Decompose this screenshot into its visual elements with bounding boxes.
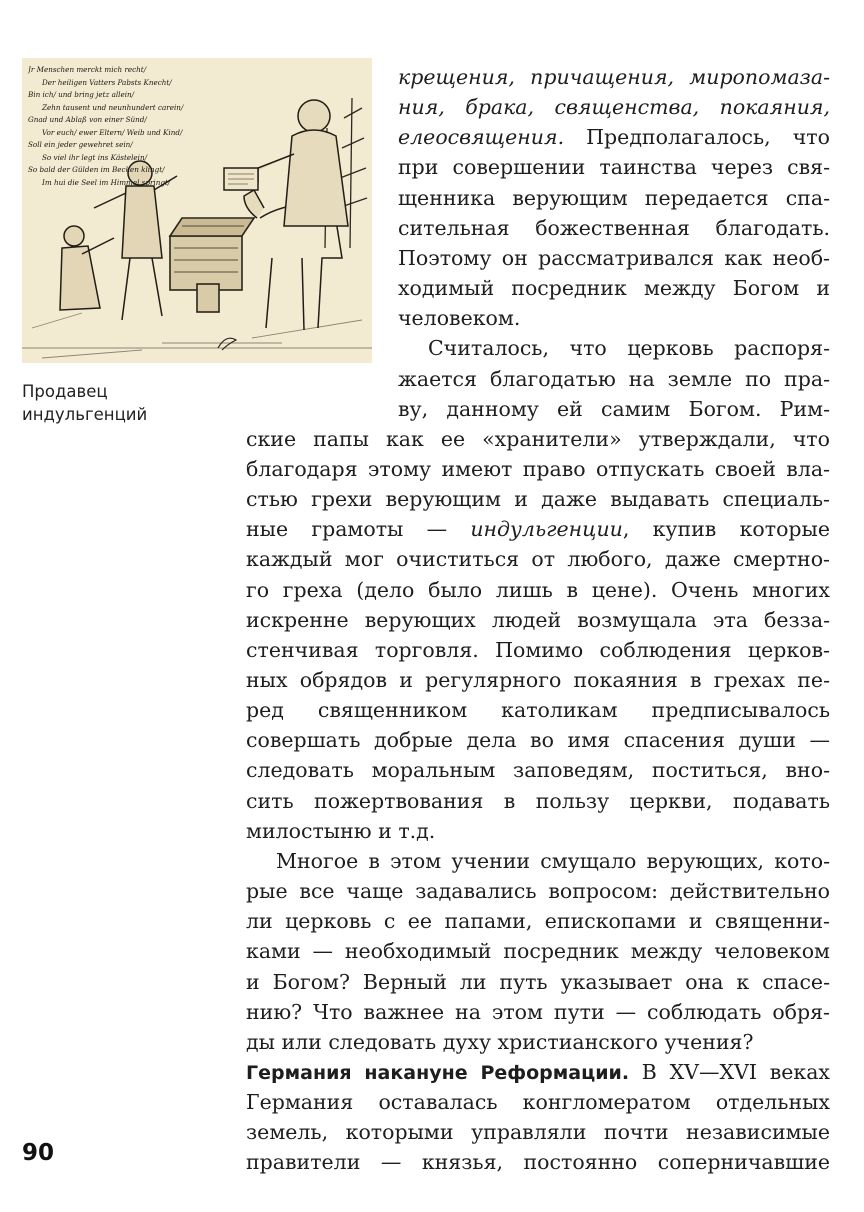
- text-line: [398, 92, 830, 122]
- inscription-line: Im hui die Seel im Himmel springt/: [42, 177, 171, 187]
- text-run: ды или следовать духу христианского учения?: [246, 1029, 754, 1054]
- text-line: [398, 152, 830, 182]
- text-line: [246, 635, 830, 665]
- caption-line: индульгенций: [22, 405, 148, 424]
- text-run: Поэтому он рассматривался как необ-: [398, 245, 830, 270]
- text-line: [246, 575, 830, 605]
- text-run: ву, данному ей самим Богом. Рим-: [398, 396, 830, 421]
- text-run: жается благодатью на земле по пра-: [398, 366, 830, 391]
- text-run: земель, которыми управляли почти независимые: [246, 1120, 830, 1145]
- inscription-line: Bin ich/ und bring jetz allein/: [28, 90, 135, 99]
- text-line: [246, 1087, 830, 1117]
- text-line: [428, 333, 830, 363]
- text-run: индульгенции: [470, 517, 623, 542]
- text-run: ния, брака, священства, покаяния,: [398, 95, 830, 120]
- text-line: [398, 243, 830, 273]
- text-run: человеком.: [398, 306, 521, 331]
- text-line: [398, 394, 830, 424]
- text-line: [246, 484, 830, 514]
- inscription-line: So bald der Gülden im Becken klingt/: [28, 165, 165, 174]
- text-line: [246, 876, 830, 906]
- text-run: стью грехи верующим и даже выдавать специаль-: [246, 487, 830, 512]
- text-run: щенника верующим передается спа-: [398, 185, 830, 210]
- text-run: милостыню и т.д.: [246, 818, 436, 843]
- text-line: [246, 424, 830, 454]
- inscription-line: Vor euch/ ewer Eltern/ Weib und Kind/: [42, 127, 183, 137]
- text-line: [246, 1117, 830, 1147]
- text-run: Многое в этом учении смущало верующих, кото-: [276, 848, 830, 873]
- indulgence-seller-engraving: [22, 58, 372, 363]
- text-line: [398, 122, 830, 152]
- text-line: [246, 1147, 830, 1177]
- text-line: [246, 454, 830, 484]
- text-line: [246, 695, 830, 725]
- text-run: рые все чаще задавались вопросом: действительно: [246, 879, 830, 904]
- text-line: [398, 183, 830, 213]
- text-line: [246, 997, 830, 1027]
- text-run: правители — князья, постоянно соперничавшие: [246, 1150, 830, 1175]
- page-number: 90: [22, 1140, 55, 1166]
- text-line: [398, 62, 830, 92]
- inscription-line: So viel ihr legt ins Kästelein/: [42, 152, 147, 162]
- text-run: , купив которые: [622, 517, 830, 542]
- text-run: каждый мог очиститься от любого, даже смертно-: [246, 547, 830, 572]
- text-run: сить пожертвования в пользу церкви, подавать: [246, 788, 830, 813]
- text-run: ками — необходимый посредник между человеком: [246, 939, 830, 964]
- text-run: ных обрядов и регулярного покаяния в грехах пе-: [246, 668, 830, 692]
- text-run: сительная божественная благодать.: [398, 215, 830, 240]
- text-run: и Богом? Верный ли путь указывает она к спасе-: [246, 969, 830, 994]
- text-run: ред священником католикам предписывалось: [246, 698, 830, 723]
- text-line: [398, 364, 830, 394]
- text-run: Предполагалось, что: [564, 125, 830, 150]
- text-run: ходимый посредник между Богом и: [398, 276, 830, 301]
- text-run: Считалось, что церковь распоря-: [428, 336, 830, 361]
- inscription-line: Soll ein jeder gewehret sein/: [28, 140, 133, 149]
- text-line: [246, 906, 830, 936]
- text-run: крещения, причащения, миропомаза-: [398, 65, 830, 89]
- caption-line: Продавец: [22, 382, 108, 401]
- text-run: ли церковь с ее папами, епископами и священни-: [246, 909, 830, 934]
- text-run: В XV—XVI веках: [629, 1059, 830, 1084]
- text-run: го греха (дело было лишь в цене). Очень многих: [246, 577, 830, 602]
- text-line: [246, 967, 830, 997]
- text-line: [246, 725, 830, 755]
- text-run: благодаря этому имеют право отпускать своей вла-: [246, 456, 830, 481]
- text-line: [246, 755, 830, 785]
- text-run: при совершении таинства через свя-: [398, 155, 830, 180]
- text-line: [246, 514, 830, 544]
- text-run: елеосвящения.: [398, 125, 565, 150]
- text-line: [246, 816, 830, 846]
- text-run: нию? Что важнее на этом пути — соблюдать обря-: [246, 999, 830, 1024]
- inscription-line: Der heiligen Vatters Pabsts Knecht/: [42, 77, 172, 87]
- inscription-line: Gnad und Ablaß von einer Sünd/: [28, 115, 147, 124]
- text-run: стенчивая торговля. Помимо соблюдения церков-: [246, 637, 830, 662]
- text-run: следовать моральным заповедям, поститься, вно-: [246, 758, 830, 783]
- text-line: [246, 1057, 830, 1087]
- text-line: [398, 213, 830, 243]
- text-line: [246, 1027, 830, 1057]
- text-run: искренне верующих людей возмущала эта безза-: [246, 607, 830, 632]
- text-run: ные грамоты —: [246, 517, 471, 542]
- text-line: [246, 936, 830, 966]
- text-line: [398, 303, 830, 333]
- illustration-caption: [22, 380, 222, 426]
- text-line: [398, 273, 830, 303]
- engraving-inscription: [28, 64, 218, 189]
- text-line: [246, 544, 830, 574]
- text-line: [246, 665, 830, 695]
- inscription-line: Jr Menschen merckt mich recht/: [28, 65, 147, 74]
- text-run: совершать добрые дела во имя спасения души —: [246, 728, 830, 753]
- inscription-line: Zehn tausent und neunhundert carein/: [42, 102, 184, 112]
- text-line: [276, 846, 830, 876]
- text-run: Германия оставалась конгломератом отдельных: [246, 1090, 830, 1115]
- text-run: ские папы как ее «хранители» утверждали, что: [246, 426, 830, 451]
- text-line: [246, 786, 830, 816]
- section-heading: Германия накануне Реформации.: [246, 1061, 630, 1084]
- text-line: [246, 605, 830, 635]
